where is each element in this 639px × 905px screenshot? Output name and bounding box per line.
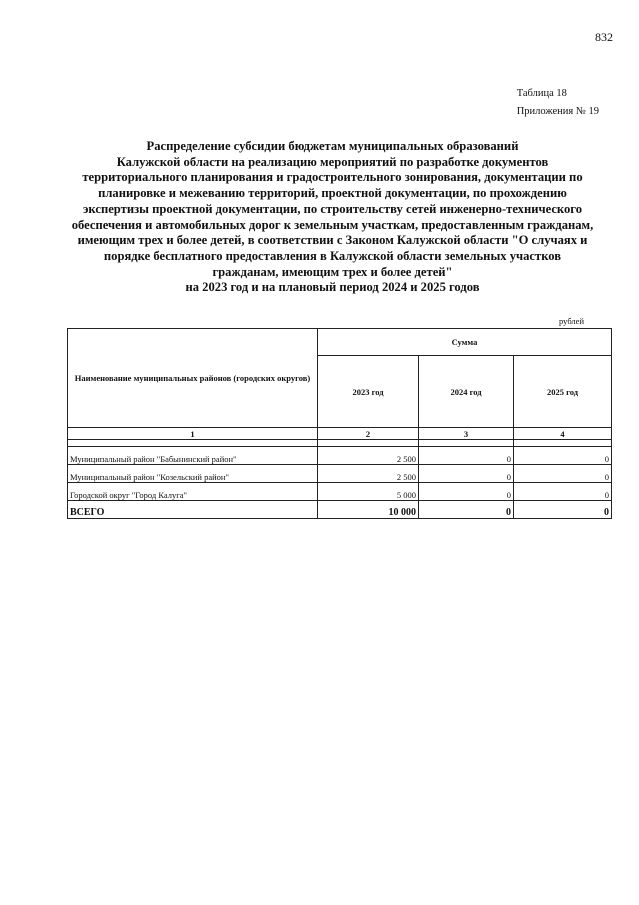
spacer-cell [318,440,419,447]
amount-2025: 0 [514,447,612,465]
amount-2023: 2 500 [318,465,419,483]
title-line: экспертизы проектной документации, по строительству сетей инженерно-технического [82,201,582,216]
column-number: 4 [514,428,612,440]
column-header-2025: 2025 год [514,356,612,428]
amount-2023: 2 500 [318,447,419,465]
district-name: Муниципальный район "Козельский район" [68,465,318,483]
column-header-2023: 2023 год [318,356,419,428]
title-line: территориального планирования и градостроительного зонирования, документации по [82,170,583,185]
amount-2024: 0 [419,483,514,501]
total-2023: 10 000 [318,501,419,519]
column-number: 3 [419,428,514,440]
title-line: порядке бесплатного предоставления в Калужской области земельных участков [103,248,562,263]
amount-2024: 0 [419,447,514,465]
spacer-row [68,440,612,447]
column-header-name: Наименование муниципальных районов (городских округов) [68,329,318,428]
total-2025: 0 [514,501,612,519]
units-label: рублей [559,316,584,326]
total-label: ВСЕГО [68,501,318,519]
title-line: Калужской области на реализацию мероприятий по разработке документов [116,154,549,169]
amount-2023: 5 000 [318,483,419,501]
total-2024: 0 [419,501,514,519]
document-title [60,139,605,296]
table-row [68,483,612,501]
amount-2025: 0 [514,483,612,501]
column-number-row [68,428,612,440]
table-row [68,465,612,483]
subsidy-table [67,328,612,519]
spacer-cell [68,440,318,447]
title-line: имеющим трех и более детей, в соответствии с Законом Калужской области "О случаях и [77,233,588,248]
title-line: гражданам, имеющим трех и более детей" [212,264,453,279]
title-line: на 2023 год и на плановый период 2024 и 2025 годов [185,280,480,295]
amount-2025: 0 [514,465,612,483]
page-number: 832 [595,30,613,44]
total-row [68,501,612,519]
amount-2024: 0 [419,465,514,483]
district-name: Городской округ "Город Калуга" [68,483,318,501]
title-line: Распределение субсидии бюджетам муниципальных образований [146,139,519,153]
appendix-ref-line: Приложения № 19 [516,106,599,117]
table-reference [517,85,599,121]
table-ref-line: Таблица 18 [516,88,567,99]
spacer-cell [419,440,514,447]
title-line: планировке и межеванию территорий, проектной документации, по прохождению [98,186,567,201]
title-line: обеспечения и автомобильных дорог к земельным участкам, предоставленным гражданам, [71,217,594,232]
spacer-cell [514,440,612,447]
table-row [68,447,612,465]
column-number: 2 [318,428,419,440]
district-name: Муниципальный район "Бабынинский район" [68,447,318,465]
column-number: 1 [68,428,318,440]
column-header-2024: 2024 год [419,356,514,428]
column-header-sum: Сумма [318,329,612,356]
